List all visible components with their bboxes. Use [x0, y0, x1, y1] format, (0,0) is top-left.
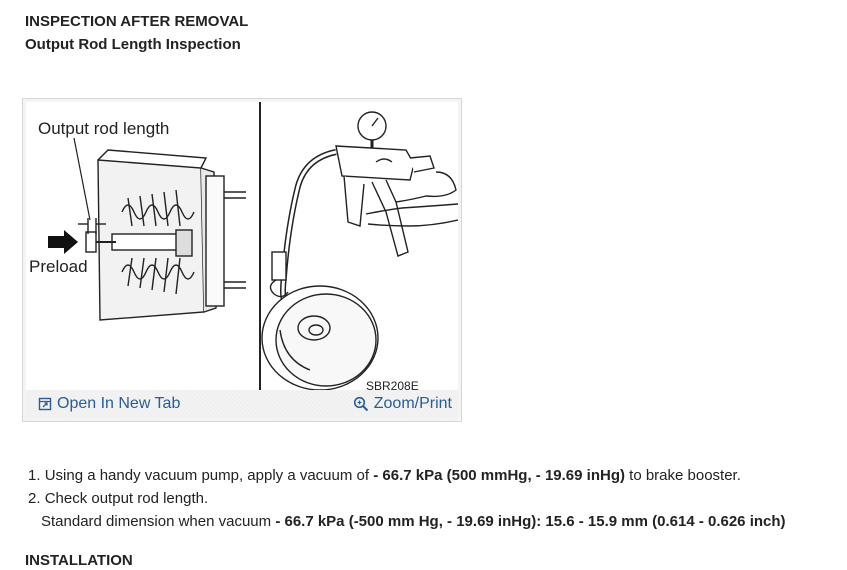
zoom-print-label: Zoom/Print [373, 395, 452, 412]
subheading: Output Rod Length Inspection [25, 36, 241, 53]
open-in-new-tab-button[interactable] [38, 394, 180, 414]
magnifier-icon [353, 396, 369, 412]
brake-booster-illustration[interactable] [26, 102, 458, 390]
figure-code: SBR208E [366, 379, 419, 390]
figure-toolbar [26, 390, 458, 418]
illustration-svg [26, 102, 458, 390]
label-output-rod-length: Output rod length [38, 119, 170, 138]
step-item [28, 464, 786, 487]
label-preload: Preload [29, 257, 88, 276]
vacuum-pump-drawing [262, 112, 458, 390]
step-detail-text: Standard dimension when vacuum [41, 513, 272, 530]
booster-cross-section [78, 150, 246, 320]
procedure-steps [28, 464, 786, 533]
step-value: - 66.7 kPa (500 mmHg, - 19.69 inHg) [373, 467, 625, 484]
step-text: Check output rod length. [44, 490, 209, 507]
open-in-new-tab-label: Open In New Tab [57, 395, 181, 412]
step-text: Using a handy vacuum pump, apply a vacuum of [44, 467, 370, 484]
step-number: 2. [28, 490, 41, 507]
step-item [28, 487, 786, 510]
preload-arrow [48, 230, 78, 254]
step-detail-value: - 66.7 kPa (-500 mm Hg, - 19.69 inHg): 15.6 - 15.9 mm (0.614 - 0.626 inch) [275, 513, 786, 530]
open-new-tab-icon [38, 397, 52, 411]
zoom-print-button[interactable] [353, 394, 452, 414]
step-number: 1. [28, 467, 41, 484]
step-detail [28, 510, 786, 533]
leader-line [74, 138, 90, 220]
section-heading: INSPECTION AFTER REMOVAL [25, 13, 249, 30]
figure-container [22, 98, 462, 422]
next-section-heading: INSTALLATION [25, 552, 133, 569]
step-text-tail: to brake booster. [629, 467, 741, 484]
